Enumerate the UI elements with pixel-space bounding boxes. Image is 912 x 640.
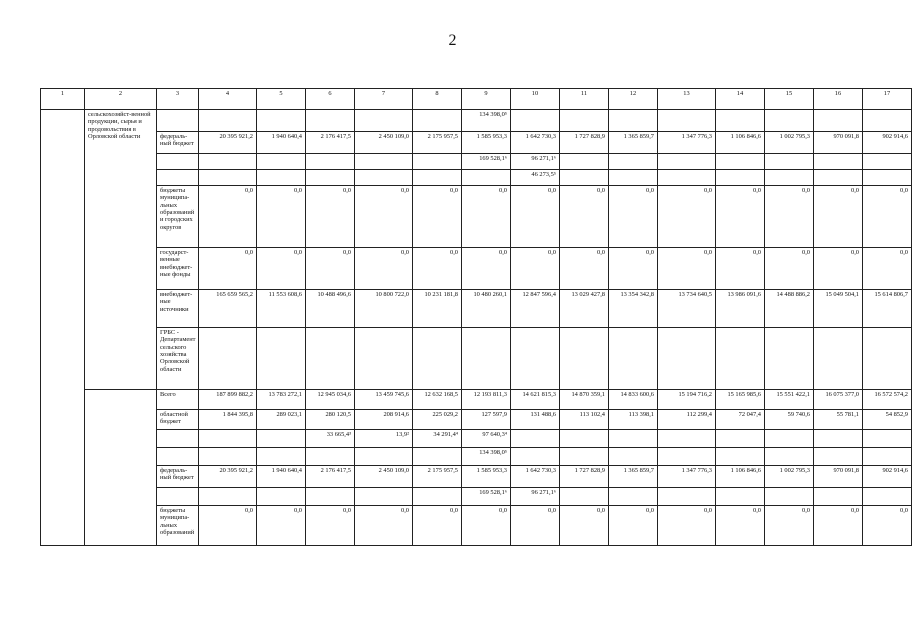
value-cell bbox=[814, 110, 863, 132]
value-cell: 0,0 bbox=[306, 186, 355, 248]
value-cell: 12 945 034,6 bbox=[306, 390, 355, 410]
table-row bbox=[41, 488, 912, 506]
value-cell bbox=[560, 328, 609, 390]
header-row bbox=[41, 89, 912, 110]
value-cell bbox=[306, 170, 355, 186]
source-label: государст-венные внебюджет-ные фонды bbox=[157, 248, 199, 290]
source-label: внебюджет-ные источники bbox=[157, 290, 199, 328]
value-cell bbox=[765, 110, 814, 132]
program-name-cell-empty bbox=[85, 390, 157, 546]
value-cell: 20 395 921,2 bbox=[199, 132, 257, 154]
source-label: бюджеты муниципа-льных образований и городских округов bbox=[157, 186, 199, 248]
value-cell bbox=[863, 328, 912, 390]
value-cell: 13 783 272,1 bbox=[257, 390, 306, 410]
value-cell: 970 091,8 bbox=[814, 466, 863, 488]
value-cell bbox=[863, 430, 912, 448]
value-cell bbox=[814, 448, 863, 466]
value-cell bbox=[355, 154, 413, 170]
value-cell: 134 398,0⁵ bbox=[462, 448, 511, 466]
value-cell bbox=[413, 154, 462, 170]
value-cell bbox=[560, 154, 609, 170]
value-cell: 14 488 886,2 bbox=[765, 290, 814, 328]
value-cell bbox=[609, 170, 658, 186]
value-cell bbox=[199, 488, 257, 506]
value-cell bbox=[413, 448, 462, 466]
column-header-10: 10 bbox=[511, 89, 560, 110]
value-cell: 15 551 422,1 bbox=[765, 390, 814, 410]
value-cell: 0,0 bbox=[257, 506, 306, 546]
value-cell: 208 914,6 bbox=[355, 410, 413, 430]
value-cell: 0,0 bbox=[863, 248, 912, 290]
column-header-5: 5 bbox=[257, 89, 306, 110]
value-cell: 902 914,6 bbox=[863, 466, 912, 488]
value-cell bbox=[560, 448, 609, 466]
value-cell: 20 395 921,2 bbox=[199, 466, 257, 488]
table-row bbox=[41, 186, 912, 248]
value-cell bbox=[863, 488, 912, 506]
value-cell: 113 102,4 bbox=[560, 410, 609, 430]
value-cell: 16 572 574,2 bbox=[863, 390, 912, 410]
value-cell bbox=[609, 328, 658, 390]
column-header-13: 13 bbox=[658, 89, 716, 110]
value-cell bbox=[609, 488, 658, 506]
table-row bbox=[41, 466, 912, 488]
source-label: ГРБС - Департамент сельского хозяйства Орловской области bbox=[157, 328, 199, 390]
value-cell: 0,0 bbox=[765, 248, 814, 290]
value-cell: 0,0 bbox=[765, 186, 814, 248]
column-header-2: 2 bbox=[85, 89, 157, 110]
value-cell: 1 727 828,9 bbox=[560, 466, 609, 488]
value-cell: 2 176 417,5 bbox=[306, 132, 355, 154]
value-cell: 97 640,3⁴ bbox=[462, 430, 511, 448]
column-header-8: 8 bbox=[413, 89, 462, 110]
value-cell bbox=[306, 488, 355, 506]
value-cell bbox=[413, 328, 462, 390]
value-cell: 46 273,5⁵ bbox=[511, 170, 560, 186]
value-cell: 187 899 882,2 bbox=[199, 390, 257, 410]
source-label: Всего bbox=[157, 390, 199, 410]
value-cell: 1 940 640,4 bbox=[257, 132, 306, 154]
value-cell: 0,0 bbox=[609, 506, 658, 546]
value-cell: 12 193 811,3 bbox=[462, 390, 511, 410]
source-label: бюджеты муниципа-льных образований bbox=[157, 506, 199, 546]
value-cell: 0,0 bbox=[199, 186, 257, 248]
value-cell bbox=[306, 328, 355, 390]
value-cell bbox=[609, 448, 658, 466]
value-cell bbox=[257, 488, 306, 506]
value-cell: 0,0 bbox=[306, 506, 355, 546]
value-cell bbox=[658, 110, 716, 132]
value-cell: 2 176 417,5 bbox=[306, 466, 355, 488]
value-cell: 15 049 504,1 bbox=[814, 290, 863, 328]
column-header-16: 16 bbox=[814, 89, 863, 110]
value-cell bbox=[257, 448, 306, 466]
table-row bbox=[41, 410, 912, 430]
value-cell bbox=[765, 488, 814, 506]
value-cell bbox=[560, 430, 609, 448]
value-cell: 0,0 bbox=[658, 248, 716, 290]
source-label: федераль-ный бюджет bbox=[157, 132, 199, 154]
value-cell: 0,0 bbox=[511, 506, 560, 546]
value-cell bbox=[658, 170, 716, 186]
value-cell bbox=[814, 430, 863, 448]
value-cell: 55 781,1 bbox=[814, 410, 863, 430]
value-cell: 1 106 846,6 bbox=[716, 466, 765, 488]
value-cell bbox=[716, 488, 765, 506]
value-cell bbox=[199, 110, 257, 132]
table-row bbox=[41, 154, 912, 170]
value-cell: 970 091,8 bbox=[814, 132, 863, 154]
value-cell: 0,0 bbox=[413, 248, 462, 290]
value-cell: 13 354 342,8 bbox=[609, 290, 658, 328]
value-cell: 10 480 260,1 bbox=[462, 290, 511, 328]
value-cell bbox=[199, 430, 257, 448]
value-cell: 0,0 bbox=[765, 506, 814, 546]
value-cell bbox=[355, 170, 413, 186]
value-cell: 0,0 bbox=[511, 186, 560, 248]
value-cell bbox=[306, 110, 355, 132]
value-cell: 13,9² bbox=[355, 430, 413, 448]
value-cell bbox=[814, 170, 863, 186]
value-cell: 0,0 bbox=[257, 186, 306, 248]
column-header-1: 1 bbox=[41, 89, 85, 110]
source-label bbox=[157, 110, 199, 132]
value-cell: 169 528,1⁶ bbox=[462, 154, 511, 170]
value-cell bbox=[462, 170, 511, 186]
table-row bbox=[41, 110, 912, 132]
value-cell bbox=[765, 170, 814, 186]
value-cell bbox=[814, 328, 863, 390]
source-label bbox=[157, 170, 199, 186]
source-label: областной бюджет bbox=[157, 410, 199, 430]
value-cell: 96 271,1⁶ bbox=[511, 154, 560, 170]
column-header-15: 15 bbox=[765, 89, 814, 110]
value-cell bbox=[511, 328, 560, 390]
value-cell: 0,0 bbox=[199, 506, 257, 546]
value-cell: 1 642 730,3 bbox=[511, 132, 560, 154]
value-cell: 33 665,4³ bbox=[306, 430, 355, 448]
value-cell: 11 553 608,6 bbox=[257, 290, 306, 328]
value-cell bbox=[413, 488, 462, 506]
value-cell bbox=[716, 430, 765, 448]
value-cell: 1 585 953,3 bbox=[462, 132, 511, 154]
value-cell bbox=[560, 110, 609, 132]
value-cell: 1 365 859,7 bbox=[609, 132, 658, 154]
table-row bbox=[41, 430, 912, 448]
value-cell: 13 986 091,6 bbox=[716, 290, 765, 328]
value-cell: 12 847 596,4 bbox=[511, 290, 560, 328]
value-cell: 1 347 776,3 bbox=[658, 132, 716, 154]
value-cell: 0,0 bbox=[560, 506, 609, 546]
source-label: федераль-ный бюджет bbox=[157, 466, 199, 488]
value-cell bbox=[355, 110, 413, 132]
value-cell bbox=[609, 110, 658, 132]
value-cell: 0,0 bbox=[355, 248, 413, 290]
source-label bbox=[157, 488, 199, 506]
value-cell: 902 914,6 bbox=[863, 132, 912, 154]
table-row bbox=[41, 132, 912, 154]
value-cell bbox=[765, 154, 814, 170]
value-cell: 0,0 bbox=[413, 186, 462, 248]
value-cell bbox=[658, 448, 716, 466]
value-cell bbox=[257, 328, 306, 390]
value-cell: 72 047,4 bbox=[716, 410, 765, 430]
value-cell bbox=[413, 170, 462, 186]
value-cell: 131 488,6 bbox=[511, 410, 560, 430]
column-header-17: 17 bbox=[863, 89, 912, 110]
value-cell: 0,0 bbox=[560, 248, 609, 290]
value-cell bbox=[199, 448, 257, 466]
value-cell bbox=[257, 110, 306, 132]
value-cell: 14 621 815,3 bbox=[511, 390, 560, 410]
value-cell bbox=[658, 154, 716, 170]
value-cell: 14 833 600,6 bbox=[609, 390, 658, 410]
value-cell: 1 585 953,3 bbox=[462, 466, 511, 488]
value-cell: 0,0 bbox=[609, 186, 658, 248]
column-header-4: 4 bbox=[199, 89, 257, 110]
value-cell bbox=[257, 170, 306, 186]
value-cell: 0,0 bbox=[814, 186, 863, 248]
value-cell: 13 029 427,8 bbox=[560, 290, 609, 328]
value-cell: 1 002 795,3 bbox=[765, 466, 814, 488]
value-cell: 0,0 bbox=[863, 186, 912, 248]
table-row bbox=[41, 448, 912, 466]
value-cell bbox=[765, 430, 814, 448]
value-cell: 1 727 828,9 bbox=[560, 132, 609, 154]
column-header-3: 3 bbox=[157, 89, 199, 110]
table-row bbox=[41, 248, 912, 290]
value-cell bbox=[355, 448, 413, 466]
value-cell: 134 398,0⁵ bbox=[462, 110, 511, 132]
value-cell bbox=[511, 110, 560, 132]
value-cell: 1 002 795,3 bbox=[765, 132, 814, 154]
value-cell: 15 614 806,7 bbox=[863, 290, 912, 328]
value-cell: 15 194 716,2 bbox=[658, 390, 716, 410]
value-cell bbox=[658, 488, 716, 506]
value-cell: 1 642 730,3 bbox=[511, 466, 560, 488]
value-cell: 2 450 109,0 bbox=[355, 466, 413, 488]
value-cell: 0,0 bbox=[511, 248, 560, 290]
value-cell bbox=[355, 488, 413, 506]
value-cell: 1 940 640,4 bbox=[257, 466, 306, 488]
value-cell: 0,0 bbox=[716, 506, 765, 546]
value-cell bbox=[462, 328, 511, 390]
source-label bbox=[157, 154, 199, 170]
value-cell: 13 734 640,5 bbox=[658, 290, 716, 328]
value-cell: 127 597,9 bbox=[462, 410, 511, 430]
program-name-cell: сельскохозяйст-венной продукции, сырья и продовольствия в Орловской области bbox=[85, 110, 157, 390]
value-cell: 0,0 bbox=[863, 506, 912, 546]
budget-table bbox=[40, 88, 912, 546]
source-label bbox=[157, 448, 199, 466]
column-header-14: 14 bbox=[716, 89, 765, 110]
value-cell: 0,0 bbox=[716, 186, 765, 248]
value-cell bbox=[814, 488, 863, 506]
value-cell: 10 800 722,0 bbox=[355, 290, 413, 328]
value-cell bbox=[863, 448, 912, 466]
value-cell: 14 870 359,1 bbox=[560, 390, 609, 410]
value-cell bbox=[716, 448, 765, 466]
value-cell bbox=[716, 170, 765, 186]
page-number: 2 bbox=[448, 32, 457, 49]
value-cell: 10 488 496,6 bbox=[306, 290, 355, 328]
value-cell: 1 844 395,8 bbox=[199, 410, 257, 430]
value-cell: 0,0 bbox=[560, 186, 609, 248]
value-cell bbox=[609, 154, 658, 170]
value-cell: 0,0 bbox=[814, 248, 863, 290]
value-cell: 0,0 bbox=[355, 186, 413, 248]
value-cell bbox=[863, 110, 912, 132]
column-header-7: 7 bbox=[355, 89, 413, 110]
value-cell bbox=[306, 154, 355, 170]
row-number-cell bbox=[41, 110, 85, 546]
value-cell bbox=[199, 170, 257, 186]
value-cell bbox=[609, 430, 658, 448]
value-cell bbox=[257, 154, 306, 170]
value-cell: 0,0 bbox=[658, 186, 716, 248]
value-cell bbox=[716, 154, 765, 170]
value-cell bbox=[716, 110, 765, 132]
value-cell bbox=[560, 488, 609, 506]
value-cell bbox=[511, 448, 560, 466]
value-cell: 0,0 bbox=[413, 506, 462, 546]
value-cell: 2 175 957,5 bbox=[413, 466, 462, 488]
value-cell: 0,0 bbox=[306, 248, 355, 290]
value-cell: 225 029,2 bbox=[413, 410, 462, 430]
value-cell: 1 365 859,7 bbox=[609, 466, 658, 488]
column-header-11: 11 bbox=[560, 89, 609, 110]
value-cell bbox=[257, 430, 306, 448]
value-cell: 96 271,1⁶ bbox=[511, 488, 560, 506]
value-cell bbox=[814, 154, 863, 170]
value-cell: 34 291,4⁴ bbox=[413, 430, 462, 448]
table-row bbox=[41, 290, 912, 328]
value-cell: 0,0 bbox=[257, 248, 306, 290]
value-cell: 165 659 565,2 bbox=[199, 290, 257, 328]
value-cell bbox=[658, 430, 716, 448]
value-cell: 0,0 bbox=[462, 186, 511, 248]
value-cell bbox=[658, 328, 716, 390]
value-cell bbox=[355, 328, 413, 390]
value-cell: 15 165 985,6 bbox=[716, 390, 765, 410]
value-cell: 13 459 745,6 bbox=[355, 390, 413, 410]
table-row bbox=[41, 390, 912, 410]
value-cell: 16 075 377,0 bbox=[814, 390, 863, 410]
value-cell: 169 528,1⁶ bbox=[462, 488, 511, 506]
value-cell: 289 023,1 bbox=[257, 410, 306, 430]
value-cell: 0,0 bbox=[199, 248, 257, 290]
value-cell bbox=[199, 154, 257, 170]
column-header-9: 9 bbox=[462, 89, 511, 110]
table-row bbox=[41, 170, 912, 186]
value-cell: 280 120,5 bbox=[306, 410, 355, 430]
table-row bbox=[41, 506, 912, 546]
source-label bbox=[157, 430, 199, 448]
value-cell: 0,0 bbox=[462, 506, 511, 546]
value-cell: 0,0 bbox=[814, 506, 863, 546]
column-header-12: 12 bbox=[609, 89, 658, 110]
value-cell: 1 347 776,3 bbox=[658, 466, 716, 488]
value-cell: 2 175 957,5 bbox=[413, 132, 462, 154]
value-cell: 59 740,6 bbox=[765, 410, 814, 430]
value-cell bbox=[560, 170, 609, 186]
value-cell: 0,0 bbox=[716, 248, 765, 290]
value-cell: 10 231 181,8 bbox=[413, 290, 462, 328]
value-cell bbox=[863, 154, 912, 170]
column-header-6: 6 bbox=[306, 89, 355, 110]
value-cell: 12 632 168,5 bbox=[413, 390, 462, 410]
value-cell: 113 398,1 bbox=[609, 410, 658, 430]
table-row bbox=[41, 328, 912, 390]
value-cell bbox=[765, 448, 814, 466]
value-cell: 112 299,4 bbox=[658, 410, 716, 430]
value-cell bbox=[199, 328, 257, 390]
value-cell: 0,0 bbox=[355, 506, 413, 546]
value-cell bbox=[413, 110, 462, 132]
value-cell bbox=[716, 328, 765, 390]
value-cell: 54 852,9 bbox=[863, 410, 912, 430]
value-cell bbox=[863, 170, 912, 186]
value-cell bbox=[511, 430, 560, 448]
value-cell: 1 106 846,6 bbox=[716, 132, 765, 154]
value-cell: 0,0 bbox=[462, 248, 511, 290]
value-cell bbox=[765, 328, 814, 390]
value-cell: 0,0 bbox=[609, 248, 658, 290]
value-cell: 2 450 109,0 bbox=[355, 132, 413, 154]
value-cell bbox=[306, 448, 355, 466]
value-cell: 0,0 bbox=[658, 506, 716, 546]
